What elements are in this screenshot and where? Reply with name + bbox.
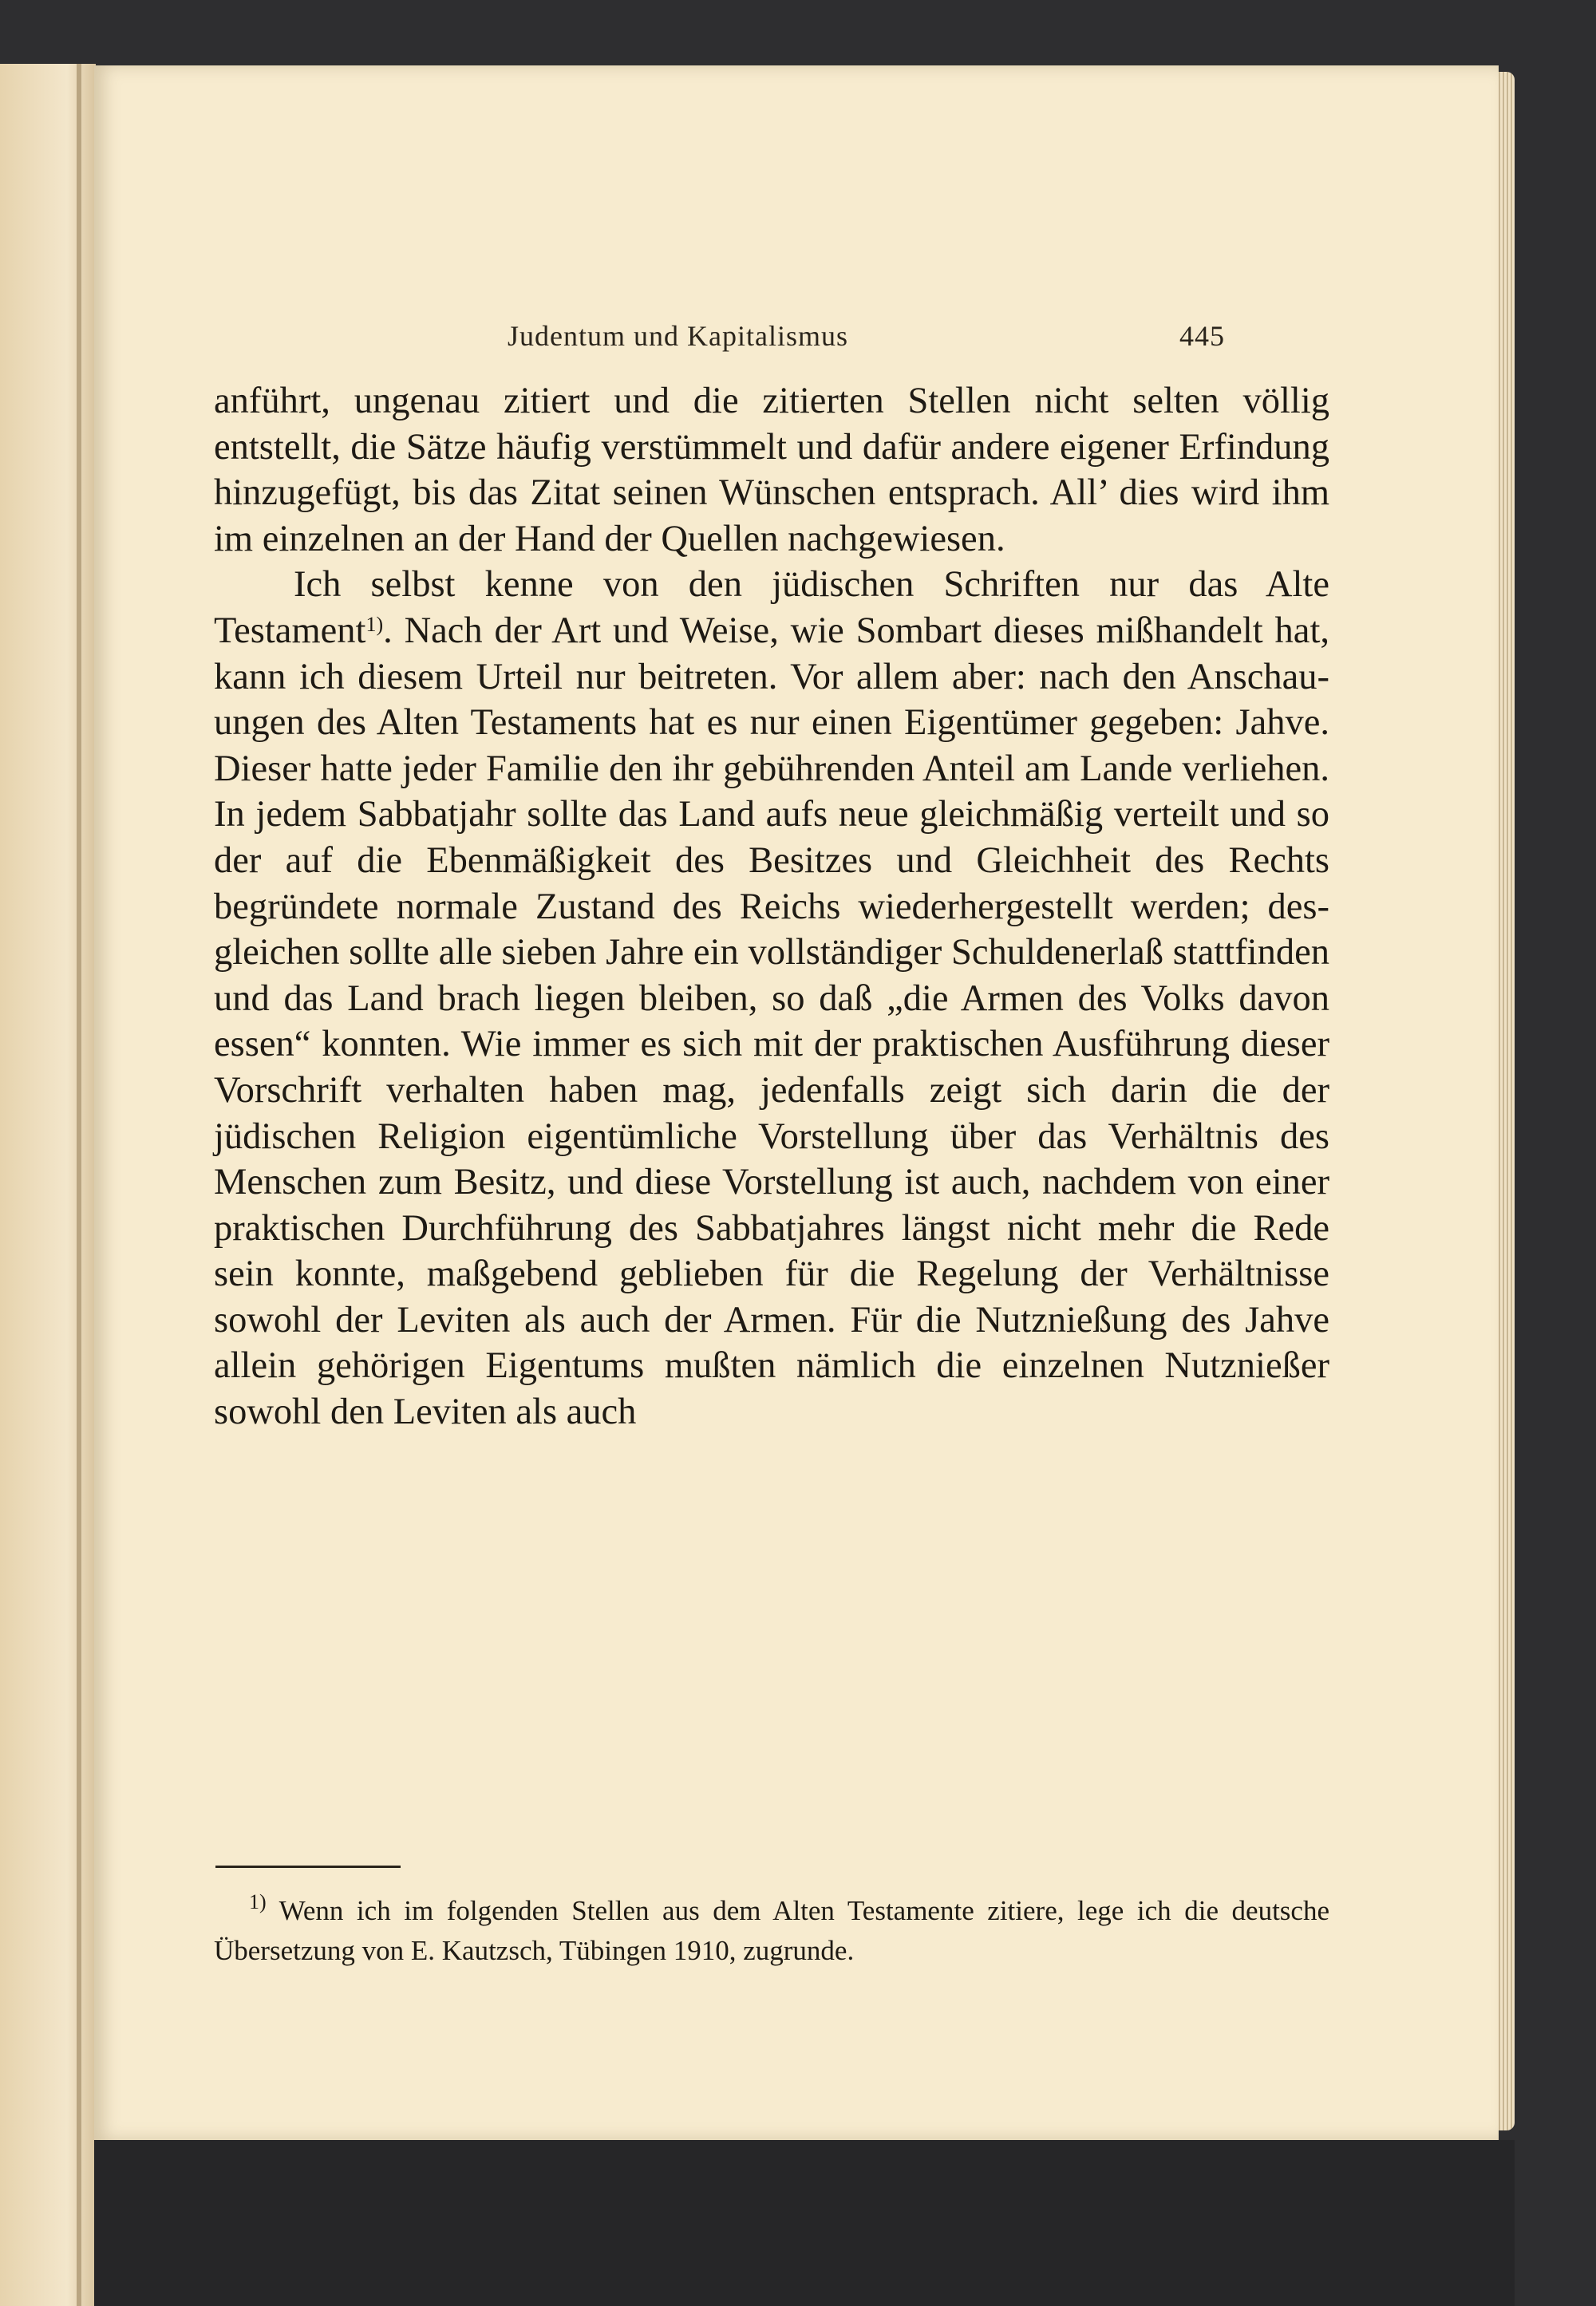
footnote [214,1891,1329,1971]
paragraph-2 [214,562,1329,1435]
cover-crease [77,64,81,2306]
running-head-title: Judentum und Kapitalismus [508,320,848,352]
paragraph-1: anführt, ungenau zitiert und die zitierten Stellen nicht selten völlig entstellt, die Sätze häufig verstümmelt und dafür andere eigener Erfindung hinzugefügt, bis das Zitat seinen Wünschen entsprach. All’ dies wird ihm im einzelnen an der Hand der Quellen nachgewiesen. [214,381,1329,559]
book-page [94,65,1499,2140]
footnote-marker: 1) [249,1890,267,1913]
page-number: 445 [1179,320,1225,352]
background-shadow [94,2140,1515,2306]
body-text [214,378,1329,1435]
paragraph-2-rest: . Nach der Art und Weise, wie Sombart dieses mißhandelt hat, kann ich diesem Urteil nur beitreten. Vor allem aber: nach den Anschauungen des Alten Testaments hat es nur einen Eigentümer gegeben: Jahve. Dieser hatte jeder Familie den ihr gebührenden Anteil am Lande verliehen. In jedem Sabbatjahr sollte das Land aufs neue gleichmäßig verteilt und so der auf die Ebenmäßigkeit des Besitzes und Gleichheit des Rechts begründete normale Zustand des Reichs wiederhergestellt werden; desgleichen sollte alle sieben Jahre ein vollständiger Schuldenerlaß stattfinden und das Land brach liegen bleiben, so daß „die Armen des Volks davon essen“ konnten. Wie immer es sich mit der praktischen Ausführung dieser Vorschrift verhalten haben mag, jedenfalls zeigt sich darin die der jüdischen Religion eigentümliche Vorstellung über das Verhältnis des Menschen zum Besitz, und diese Vorstellung ist auch, nachdem von einer praktischen Durchführung des Sabbatjahres längst nicht mehr die Rede sein konnte, maßgebend geblieben für die Regelung der Verhältnisse sowohl der Leviten als auch der Armen. Für die Nutznießung des Jahve allein gehörigen Eigentums mußten nämlich die einzelnen Nutznießer sowohl den Leviten als auch [214,610,1329,1433]
book-cover-left [0,64,96,2306]
footnote-text: Wenn ich im folgenden Stellen aus dem Alten Testamente zitiere, lege ich die deutsche Übersetzung von E. Kautzsch, Tübingen 1910, zugrunde. [214,1895,1329,1966]
running-head [94,313,1499,361]
footnote-divider [215,1866,401,1868]
paragraph-2-start: Ich selbst kenne von den jüdischen Schriften nur das Alte Testament [214,564,1329,651]
footnote-reference: 1) [365,612,384,636]
